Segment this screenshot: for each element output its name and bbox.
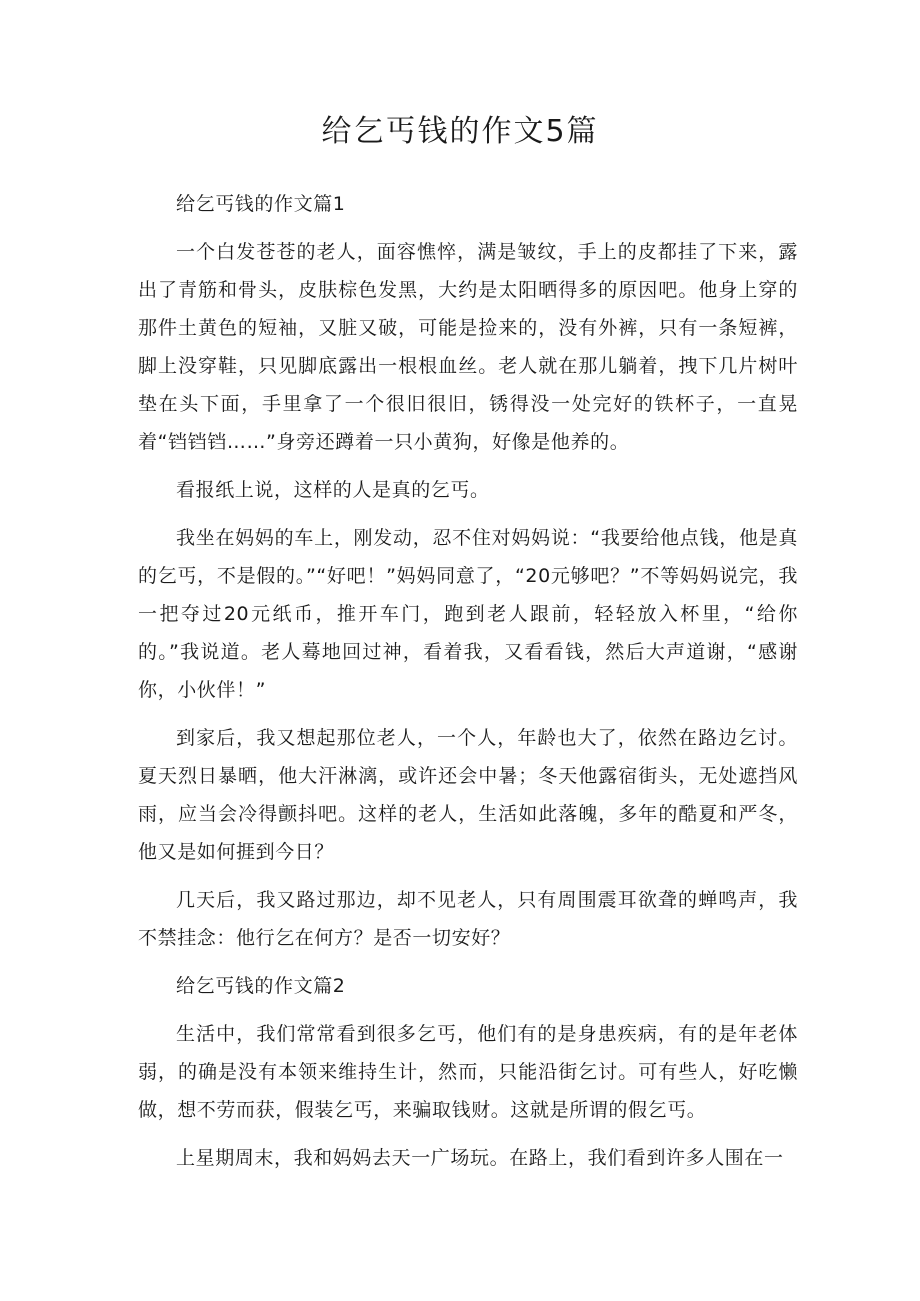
paragraph: 我坐在妈妈的车上，刚发动，忍不住对妈妈说：“我要给他点钱，他是真的乞丐，不是假的。”“好吧！”妈妈同意了，“20元够吧？”不等妈妈说完，我一把夺过20元纸币，推开车门，跑到老人跟前，轻轻放入杯里，“给你的。”我说道。老人蓦地回过神，看着我，又看看钱，然后大声道谢，“感谢你，小伙伴！” xyxy=(138,527,798,701)
section-heading-1: 给乞丐钱的作文篇1 xyxy=(176,193,346,215)
paragraph: 看报纸上说，这样的人是真的乞丐。 xyxy=(176,479,490,501)
section-heading-2: 给乞丐钱的作文篇2 xyxy=(176,975,346,997)
paragraph: 上星期周末，我和妈妈去天一广场玩。在路上，我们看到许多人围在一 xyxy=(176,1147,784,1169)
paragraph: 一个白发苍苍的老人，面容憔悴，满是皱纹，手上的皮都挂了下来，露出了青筋和骨头，皮肤棕色发黑，大约是太阳晒得多的原因吧。他身上穿的那件土黄色的短袖，又脏又破，可能是捡来的，没有外裤，只有一条短裤，脚上没穿鞋，只见脚底露出一根根血丝。老人就在那儿躺着，拽下几片树叶垫在头下面，手里拿了一个很旧很旧，锈得没一处完好的铁杯子，一直晃着“铛铛铛……”身旁还蹲着一只小黄狗，好像是他养的。 xyxy=(138,241,798,453)
document-body xyxy=(138,185,798,1187)
paragraph: 到家后，我又想起那位老人，一个人，年龄也大了，依然在路边乞讨。夏天烈日暴晒，他大汗淋漓，或许还会中暑；冬天他露宿街头，无处遮挡风雨，应当会冷得颤抖吧。这样的老人，生活如此落魄，多年的酷夏和严冬，他又是如何捱到今日？ xyxy=(138,727,798,863)
paragraph: 几天后，我又路过那边，却不见老人，只有周围震耳欲聋的蝉鸣声，我不禁挂念：他行乞在何方？是否一切安好？ xyxy=(138,889,798,949)
document-title: 给乞丐钱的作文5篇 xyxy=(321,114,599,149)
paragraph: 生活中，我们常常看到很多乞丐，他们有的是身患疾病，有的是年老体弱，的确是没有本领来维持生计，然而，只能沿街乞讨。可有些人，好吃懒做，想不劳而获，假装乞丐，来骗取钱财。这就是所谓的假乞丐。 xyxy=(138,1023,798,1121)
